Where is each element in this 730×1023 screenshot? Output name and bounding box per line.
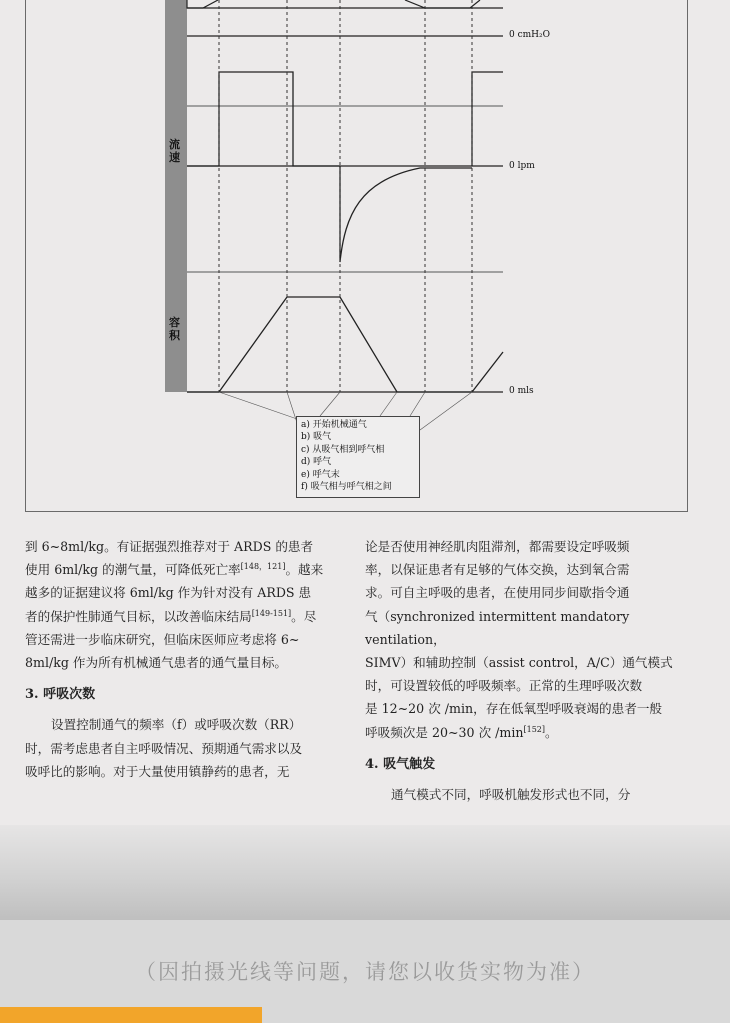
volume-wave (187, 297, 503, 392)
page-edge-shadow (0, 825, 730, 920)
legend-item: e) 呼气末 (301, 469, 340, 480)
figure-legend (296, 416, 420, 498)
section-heading: 4. 吸气触发 (365, 756, 436, 772)
legend-item: c) 从吸气相到呼气相 (301, 444, 385, 455)
legend-item: d) 呼气 (301, 457, 332, 468)
paragraph: 通气模式不同，呼吸机触发形式也不同，分 (391, 787, 631, 803)
legend-pointer-f (420, 392, 472, 430)
legend-item: a) 开始机械通气 (301, 420, 367, 430)
pressure-wave-a (187, 0, 218, 8)
flow-wave-expiration (340, 166, 472, 262)
orange-banner-strip (0, 1007, 262, 1023)
legend-pointer-d (380, 392, 397, 416)
unit-label-volume: 0 mls (509, 386, 534, 396)
paragraph: 论是否使用神经肌肉阻滞剂，都需要设定呼吸频 率，以保证患者有足够的气体交换，达到氧合需 求。可自主呼吸的患者，在使用同步间歇指令通 气（synchronized intermittent mandatory ventilation， SIMV）和辅助控制（assist control，A/C）通气模式 时，可设置较低的呼吸频率。正常的生理呼吸次数 是 12~20 次 /min，存在低氧型呼吸衰竭的患者一般 呼吸频次是 20~30 次 /min[152]。 (365, 539, 673, 740)
legend-item: f) 吸气相与呼气相之间 (301, 482, 392, 493)
axis-label-flow: 流速 (169, 138, 180, 164)
unit-label-pressure: 0 cmH₂O (509, 30, 550, 40)
unit-label-flow: 0 lpm (509, 161, 535, 171)
photo-disclaimer-caption: （因拍摄光线等问题，请您以收货实物为准） (135, 960, 595, 984)
legend-pointer-e (410, 392, 425, 416)
text-column-right (365, 535, 690, 806)
pressure-wave-b (405, 0, 480, 8)
legend-pointer-c (320, 392, 340, 416)
flow-wave-next (472, 72, 503, 166)
legend-pointer-a (219, 392, 300, 420)
text-column-left (25, 535, 347, 783)
section-heading: 3. 呼吸次数 (25, 687, 96, 703)
flow-wave-inspiration (187, 72, 340, 166)
paragraph: 设置控制通气的频率（f）或呼吸次数（RR） 时，需考虑患者自主呼吸情况、预期通气需求以及 吸呼比的影响。对于大量使用镇静药的患者，无 (25, 717, 303, 779)
axis-label-volume: 容积 (169, 316, 180, 342)
paragraph: 到 6~8ml/kg。有证据强烈推荐对于 ARDS 的患者 使用 6ml/kg 的潮气量，可降低死亡率[148，121]。越来 越多的证据建议将 6ml/kg 作为针对没有 ARDS 患 者的保护性肺通气目标，以改善临床结局[149-151]。尽 管还需进一步临床研究，但临床医师应考虑将 6~ 8ml/kg 作为所有机械通气患者的通气量目标。 (25, 539, 324, 671)
legend-item: b) 吸气 (301, 432, 332, 443)
